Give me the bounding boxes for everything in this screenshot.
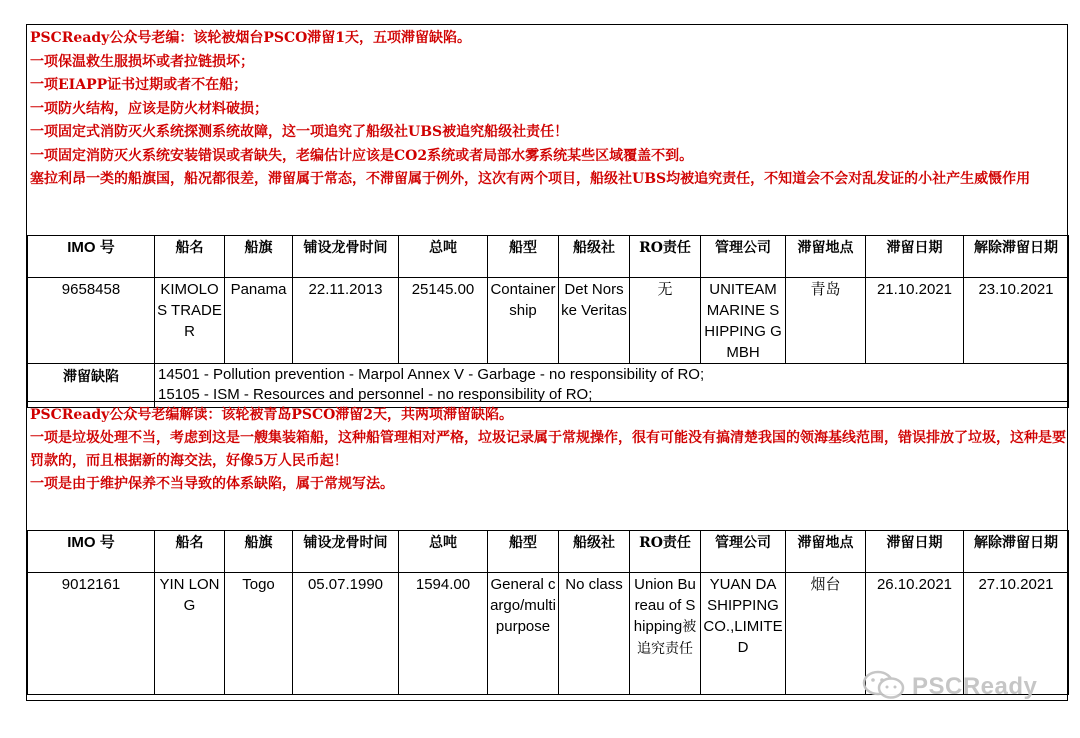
cell-flag: Panama <box>225 278 293 364</box>
header-gross-tonnage: 总吨 <box>399 236 488 278</box>
header-keel-date: 铺设龙骨时间 <box>293 236 399 278</box>
commentary-line: PSCReady公众号老编解读：该轮被青岛PSCO滞留2天，共两项滞留缺陷。 <box>30 407 514 423</box>
commentary-line: 一项防火结构，应该是防火材料破损； <box>30 100 268 117</box>
commentary-line: 一项是由于维护保养不当导致的体系缺陷，属于常规写法。 <box>30 476 394 492</box>
table-row <box>28 278 1069 364</box>
cell-ship-type: General cargo/multipurpose <box>488 573 559 695</box>
cell-imo: 9012161 <box>28 573 155 695</box>
table-header-row <box>28 236 1069 278</box>
commentary-line: PSCReady公众号老编：该轮被烟台PSCO滞留1天，五项滞留缺陷。 <box>30 30 472 46</box>
cell-place: 青岛 <box>786 278 866 364</box>
cell-gross-tonnage: 1594.00 <box>399 573 488 695</box>
commentary-line: 塞拉利昂一类的船旗国，船况都很差，滞留属于常态，不滞留属于例外，这次有两个项目，船级社UBS均被追究责任，不知道会不会对乱发证的小社产生威慑作用 <box>30 171 1031 187</box>
detention-table-first <box>27 235 1069 408</box>
commentary-line: 一项固定式消防灭火系统探测系统故障，这一项追究了船级社UBS被追究船级社责任！ <box>30 124 569 140</box>
header-ship-type: 船型 <box>488 236 559 278</box>
deficiency-label: 滞留缺陷 <box>28 364 155 408</box>
watermark-text: PSCReady <box>912 673 1038 700</box>
cell-gross-tonnage: 25145.00 <box>399 278 488 364</box>
header-company: 管理公司 <box>701 531 786 573</box>
commentary-line: 一项EIAPP证书过期或者不在船； <box>30 77 248 93</box>
commentary-line: 一项是垃圾处理不当，考虑到这是一艘集装箱船，这种船管理相对严格，垃圾记录属于常规操作，很有可能没有搞清楚我国的领海基线范围，错误排放了垃圾，这种是要罚款的，而且根据新的海交法，好像5万人民币起！ <box>30 430 1066 469</box>
cell-ro-responsibility <box>630 573 701 695</box>
header-detention-date: 滞留日期 <box>866 531 964 573</box>
header-company: 管理公司 <box>701 236 786 278</box>
header-ro-responsibility: RO责任 <box>630 531 701 573</box>
header-flag: 船旗 <box>225 531 293 573</box>
header-flag: 船旗 <box>225 236 293 278</box>
header-class-society: 船级社 <box>559 531 630 573</box>
cell-company: YUAN DA SHIPPING CO.,LIMITED <box>701 573 786 695</box>
ro-note: 被追究责任 <box>637 619 697 657</box>
commentary-second <box>27 401 1067 529</box>
header-class-society: 船级社 <box>559 236 630 278</box>
header-imo: IMO 号 <box>28 531 155 573</box>
header-ship-type: 船型 <box>488 531 559 573</box>
header-release-date: 解除滞留日期 <box>964 236 1069 278</box>
cell-class-society: Det Norske Veritas <box>559 278 630 364</box>
cell-ship-name: KIMOLOS TRADER <box>155 278 225 364</box>
cell-flag: Togo <box>225 573 293 695</box>
cell-company: UNITEAM MARINE SHIPPING GMBH <box>701 278 786 364</box>
header-imo: IMO 号 <box>28 236 155 278</box>
cell-imo: 9658458 <box>28 278 155 364</box>
header-detention-date: 滞留日期 <box>866 236 964 278</box>
header-gross-tonnage: 总吨 <box>399 531 488 573</box>
header-ship-name: 船名 <box>155 236 225 278</box>
cell-keel-date: 05.07.1990 <box>293 573 399 695</box>
cell-ship-type: Container ship <box>488 278 559 364</box>
cell-release-date: 27.10.2021 <box>964 573 1069 695</box>
cell-keel-date: 22.11.2013 <box>293 278 399 364</box>
commentary-first <box>27 25 1067 235</box>
commentary-line: 一项固定消防灭火系统安装错误或者缺失，老编估计应该是CO2系统或者局部水雾系统某些区域覆盖不到。 <box>30 147 694 164</box>
deficiency-item: 15105 - ISM - Resources and personnel - no responsibility of RO; <box>158 386 593 403</box>
commentary-line: 一项保温救生服损坏或者拉链损坏； <box>30 53 254 70</box>
watermark <box>862 670 1037 704</box>
cell-place: 烟台 <box>786 573 866 695</box>
report-sheet <box>26 24 1068 701</box>
cell-ship-name: YIN LONG <box>155 573 225 695</box>
cell-ro-responsibility: 无 <box>630 278 701 364</box>
header-ship-name: 船名 <box>155 531 225 573</box>
wechat-icon <box>862 670 906 705</box>
header-release-date: 解除滞留日期 <box>964 531 1069 573</box>
header-keel-date: 铺设龙骨时间 <box>293 531 399 573</box>
deficiency-item: 14501 - Pollution prevention - Marpol Annex V - Garbage - no responsibility of RO; <box>158 366 705 383</box>
cell-detention-date: 26.10.2021 <box>866 573 964 695</box>
header-place: 滞留地点 <box>786 236 866 278</box>
cell-class-society: No class <box>559 573 630 695</box>
cell-detention-date: 21.10.2021 <box>866 278 964 364</box>
header-place: 滞留地点 <box>786 531 866 573</box>
cell-release-date: 23.10.2021 <box>964 278 1069 364</box>
ro-name: Union Bureau of Shipping <box>633 576 696 635</box>
table-header-row <box>28 531 1069 573</box>
header-ro-responsibility: RO责任 <box>630 236 701 278</box>
